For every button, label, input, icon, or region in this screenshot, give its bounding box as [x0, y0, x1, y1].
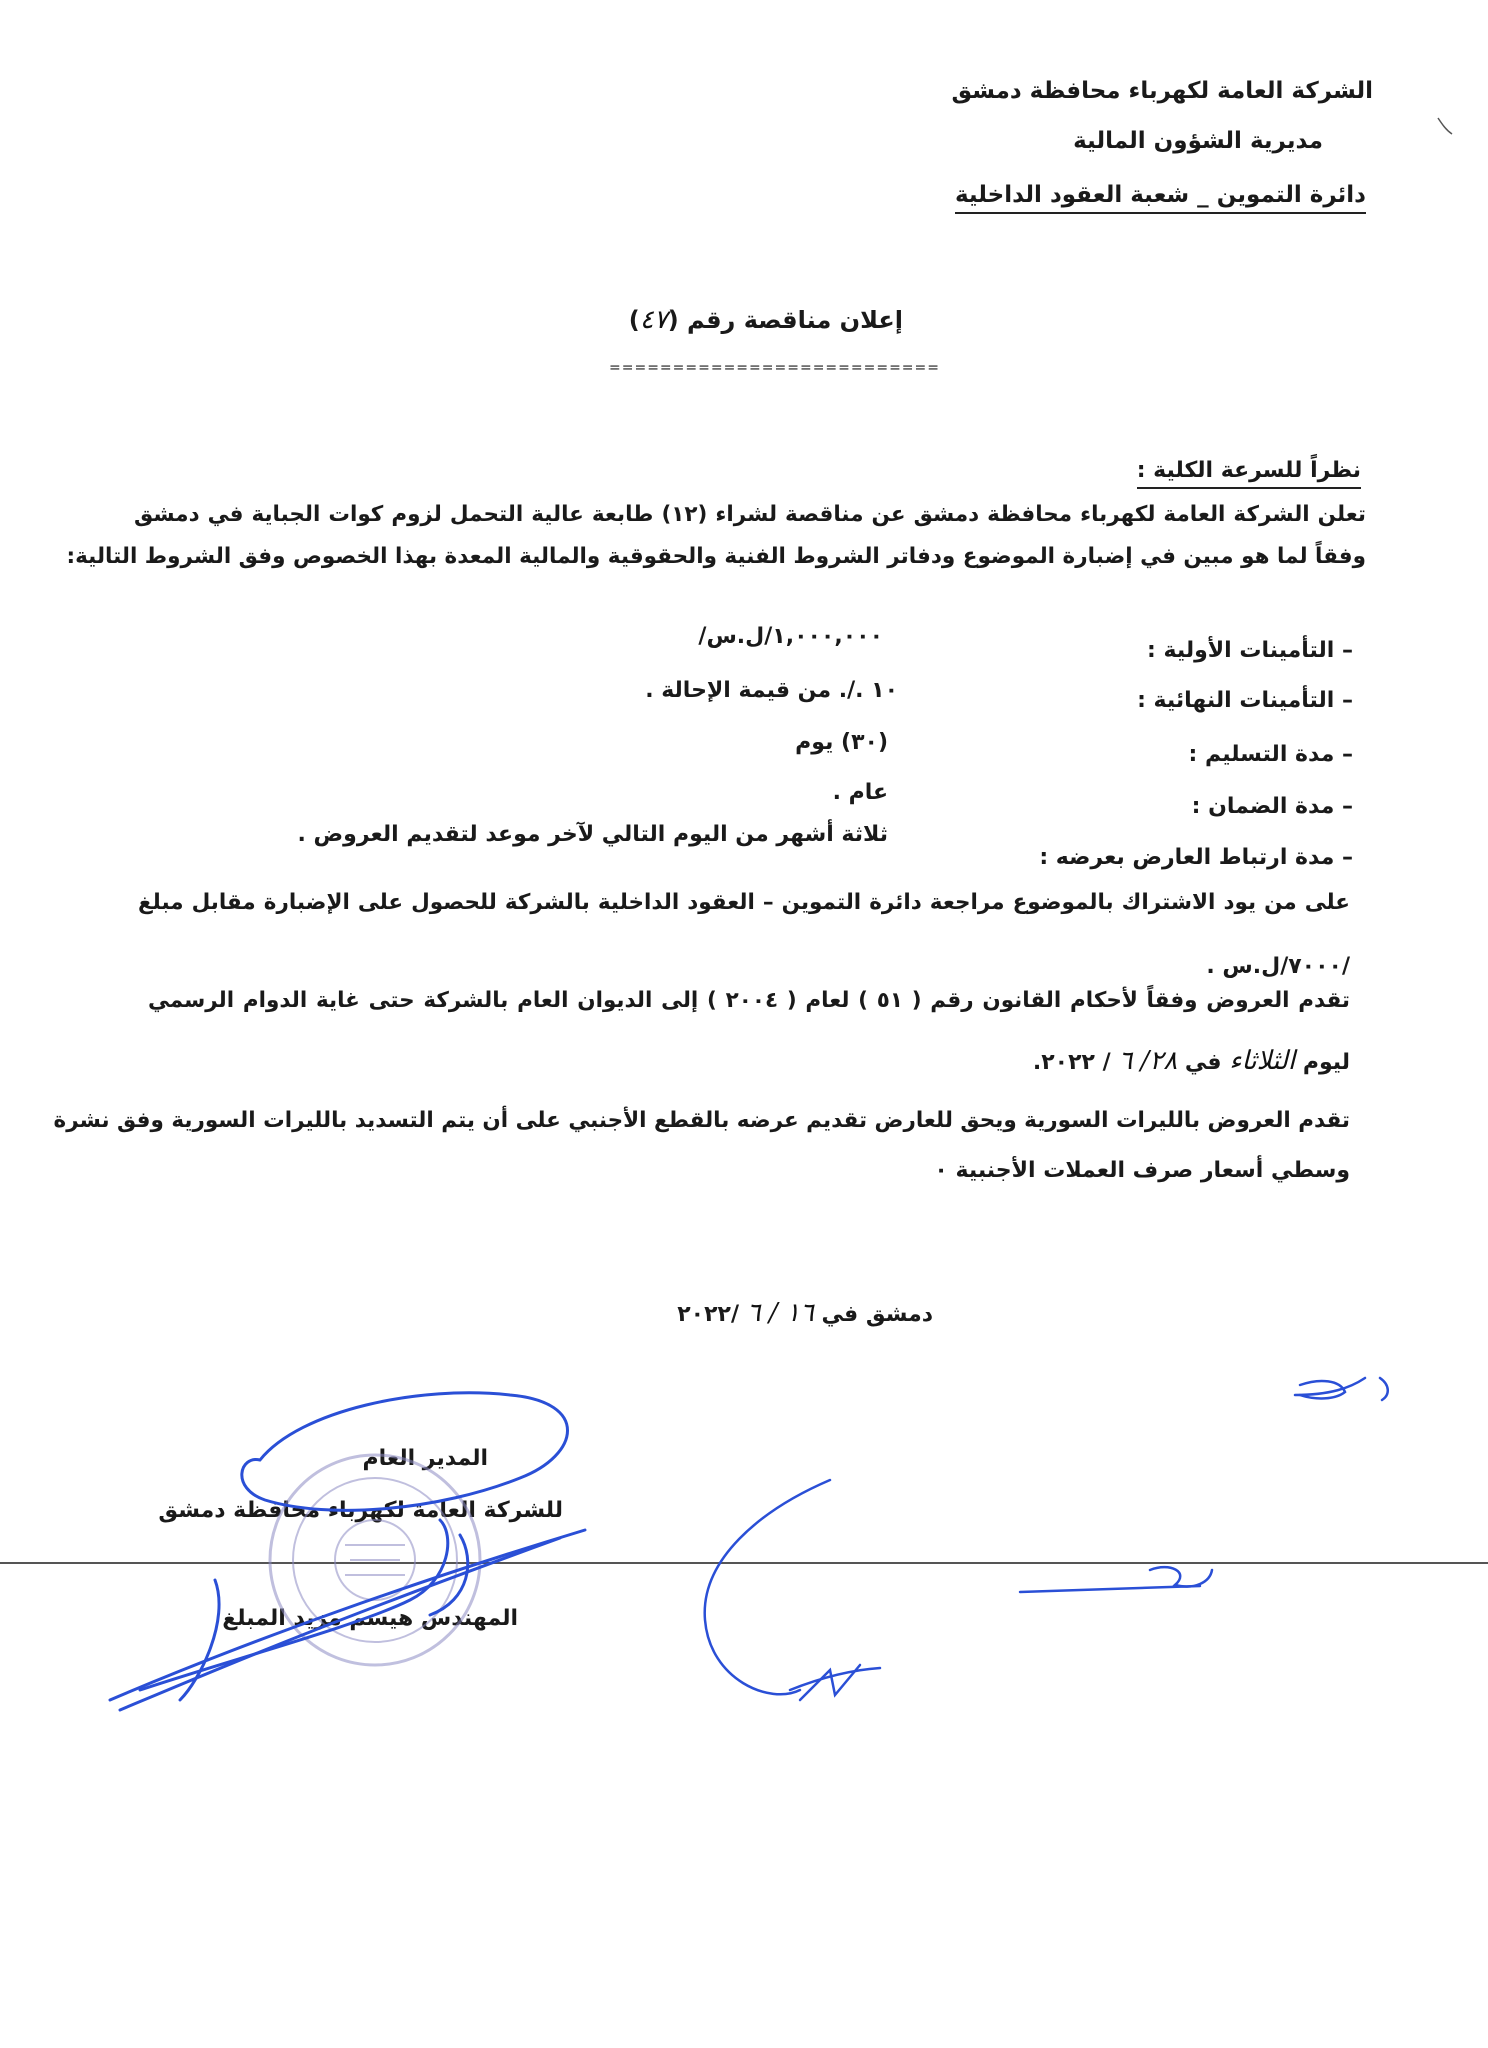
- company-name: الشركة العامة لكهرباء محافظة دمشق: [951, 78, 1373, 104]
- date-year: /٢٠٢٢: [677, 1302, 739, 1327]
- condition-label-delivery: – مدة التسليم :: [1188, 742, 1353, 767]
- signatory-title: المدير العام: [362, 1446, 488, 1471]
- submission-in: في: [1184, 1050, 1222, 1075]
- submission-day-handwritten: الثلاثاء: [1229, 1046, 1296, 1076]
- condition-label-initial-guarantee: – التأمينات الأولية :: [1147, 638, 1353, 663]
- submission-day-prefix: ليوم: [1302, 1050, 1350, 1075]
- title-close: ): [628, 306, 640, 334]
- date-prefix: دمشق في: [821, 1302, 933, 1327]
- condition-value-delivery: (٣٠) يوم: [795, 730, 888, 755]
- signatory-organization: للشركة العامة لكهرباء محافظة دمشق: [158, 1498, 563, 1523]
- condition-value-initial-guarantee: ١,٠٠٠,٠٠٠/ل.س/: [698, 624, 883, 649]
- directorate-name: مديرية الشؤون المالية: [1073, 128, 1323, 154]
- signatory-name: المهندس هيسم مزيد المبلغ: [222, 1606, 518, 1631]
- condition-label-warranty: – مدة الضمان :: [1191, 794, 1353, 819]
- participation-fee: /٧٠٠٠/ل.س .: [1206, 954, 1350, 979]
- condition-value-commitment: ثلاثة أشهر من اليوم التالي لآخر موعد لتقديم العروض .: [297, 822, 888, 847]
- participation-line-1: على من يود الاشتراك بالموضوع مراجعة دائرة التموين – العقود الداخلية بالشركة للحصول على الإضبارة مقابل مبلغ: [138, 890, 1350, 915]
- currency-line-2: وسطي أسعار صرف العملات الأجنبية ٠: [934, 1158, 1350, 1183]
- second-signature: [705, 1480, 880, 1700]
- currency-line-1: تقدم العروض بالليرات السورية ويحق للعارض تقديم عرضه بالقطع الأجنبي على أن يتم التسديد بالليرات السورية وفق نشرة: [53, 1108, 1350, 1133]
- scan-speck: [1438, 118, 1452, 134]
- condition-value-warranty: عام .: [832, 780, 888, 805]
- intro-line-1: تعلن الشركة العامة لكهرباء محافظة دمشق عن مناقصة لشراء (١٢) طابعة عالية التحمل لزوم كوات الجباية في دمشق: [134, 502, 1366, 527]
- title-dashes: ==========================: [609, 360, 940, 376]
- condition-label-final-guarantee: – التأمينات النهائية :: [1137, 688, 1353, 713]
- condition-value-final-guarantee: ١٠ ./. من قيمة الإحالة .: [645, 678, 898, 703]
- intro-line-2: وفقاً لما هو مبين في إضبارة الموضوع ودفاتر الشروط الفنية والحقوقية والمالية المعدة بهذا الخصوص وفق الشروط التالية:: [66, 544, 1366, 569]
- initials-mark: [1020, 1378, 1388, 1592]
- title-text: إعلان مناقصة رقم (: [667, 306, 903, 334]
- tender-number: ٤٧: [639, 305, 668, 335]
- submission-date-handwritten: ٢٨/ ٦: [1118, 1046, 1178, 1076]
- division-name: دائرة التموين _ شعبة العقود الداخلية: [955, 182, 1366, 214]
- condition-label-commitment: – مدة ارتباط العارض بعرضه :: [1039, 845, 1353, 870]
- official-stamp: [270, 1455, 480, 1665]
- submission-line-1: تقدم العروض وفقاً لأحكام القانون رقم ( ٥١ ) لعام ( ٢٠٠٤ ) إلى الديوان العام بالشركة حتى غاية الدوام الرسمي: [148, 988, 1350, 1013]
- submission-year: / ٢٠٢٢.: [1032, 1050, 1111, 1075]
- urgency-label: نظراً للسرعة الكلية :: [1137, 458, 1361, 489]
- date-handwritten: ١٦ / ٦: [746, 1298, 814, 1328]
